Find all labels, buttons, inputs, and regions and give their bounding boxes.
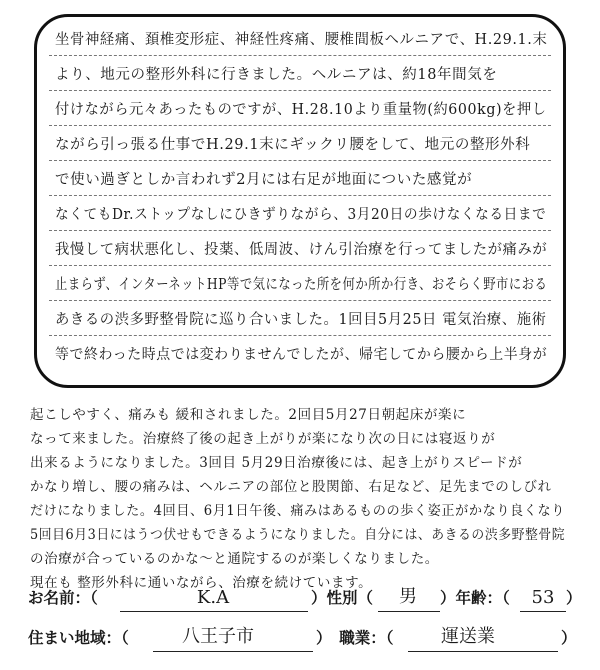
- name-underline: [120, 611, 308, 612]
- testimonial-card: [34, 14, 566, 388]
- text-line: [49, 161, 551, 196]
- gender-value: 男: [399, 586, 417, 607]
- handwritten-text: の治療が合っているのかな～と通院するのが楽しくなりました。: [30, 551, 439, 567]
- job-value: 運送業: [441, 626, 495, 647]
- age-value: 53: [531, 587, 555, 608]
- handwritten-text: かなり増し、腰の痛みは、ヘルニアの部位と股関節、右足など、足先までのしびれ: [30, 479, 552, 495]
- age-underline: [520, 611, 566, 612]
- text-line: [49, 336, 551, 370]
- handwritten-text: 止まらず、インターネットHP等で気になった所を何か所か行き、おそらく野市におる: [55, 277, 548, 293]
- handwritten-text: より、地元の整形外科に行きました。ヘルニアは、約18年間気を: [55, 67, 498, 83]
- handwritten-text: 5回目6月3日にはうつ伏せもできるようになりました。自分には、あきるの渋多野整骨院: [30, 527, 566, 543]
- text-line: [30, 450, 575, 474]
- age-label: ）年齢：（: [440, 590, 510, 607]
- gender-underline: [378, 611, 440, 612]
- continuation-text: [30, 402, 575, 594]
- job-label: ） 職業：（: [316, 630, 394, 647]
- text-line: [49, 126, 551, 161]
- text-line: [30, 546, 575, 570]
- text-line: [30, 426, 575, 450]
- text-line: [49, 301, 551, 336]
- job-underline: [408, 651, 558, 652]
- handwritten-text: 出来るようになりました。3回目 5月29日治療後には、起き上がりスピードが: [30, 455, 523, 471]
- gender-label: ）性別（: [311, 590, 374, 607]
- job-close: ）: [561, 630, 577, 647]
- text-line: [49, 21, 551, 56]
- name-label: お名前：（: [28, 590, 98, 607]
- handwritten-text: なくてもDr.ストップなしにひきずりながら、3月20日の歩けなくなる日まで: [55, 207, 547, 223]
- text-line: [49, 56, 551, 91]
- area-value: 八王子市: [182, 626, 254, 647]
- age-close: ）: [566, 590, 582, 607]
- text-line: [49, 91, 551, 126]
- text-line: [30, 402, 575, 426]
- text-line: [49, 266, 551, 301]
- handwritten-text: 付けながら元々あったものですが、H.28.10より重量物(約600kg)を押し: [55, 102, 547, 118]
- text-line: [49, 231, 551, 266]
- handwritten-text: ながら引っ張る仕事でH.29.1末にギックリ腰をして、地元の整形外科: [55, 137, 531, 153]
- handwritten-text: 現在も 整形外科に通いながら、治療を続けています。: [30, 575, 373, 591]
- text-line: [30, 522, 575, 546]
- handwritten-text: 等で終わった時点では変わりませんでしたが、帰宅してから腰から上半身が: [55, 347, 548, 363]
- handwritten-text: で使い過ぎとしか言われず2月には右足が地面についた感覚が: [55, 172, 473, 188]
- area-row: [28, 620, 576, 654]
- name-row: [28, 580, 582, 614]
- area-label: 住まい地域：（: [28, 630, 129, 647]
- text-line: [30, 498, 575, 522]
- text-line: [30, 474, 575, 498]
- handwritten-text: あきるの渋多野整骨院に巡り合いました。1回目5月25日 電気治療、施術: [55, 312, 547, 328]
- name-value: K.A: [196, 587, 230, 608]
- handwritten-text: なって来ました。治療終了後の起き上がりが楽になり次の日には寝返りが: [30, 431, 496, 447]
- handwritten-text: 坐骨神経痛、頚椎変形症、神経性疼痛、腰椎間板ヘルニアで、H.29.1.末: [55, 32, 548, 48]
- handwritten-text: 我慢して病状悪化し、投薬、低周波、けん引治療を行ってましたが痛みが: [55, 242, 548, 258]
- handwritten-text: だけになりました。4回目、6月1日午後、痛みはあるものの歩く姿正がかなり良くなり: [30, 503, 565, 519]
- area-underline: [153, 651, 313, 652]
- ruled-lines: [49, 21, 551, 370]
- handwritten-text: 起こしやすく、痛みも 緩和されました。2回目5月27日朝起床が楽に: [30, 407, 467, 423]
- text-line: [49, 196, 551, 231]
